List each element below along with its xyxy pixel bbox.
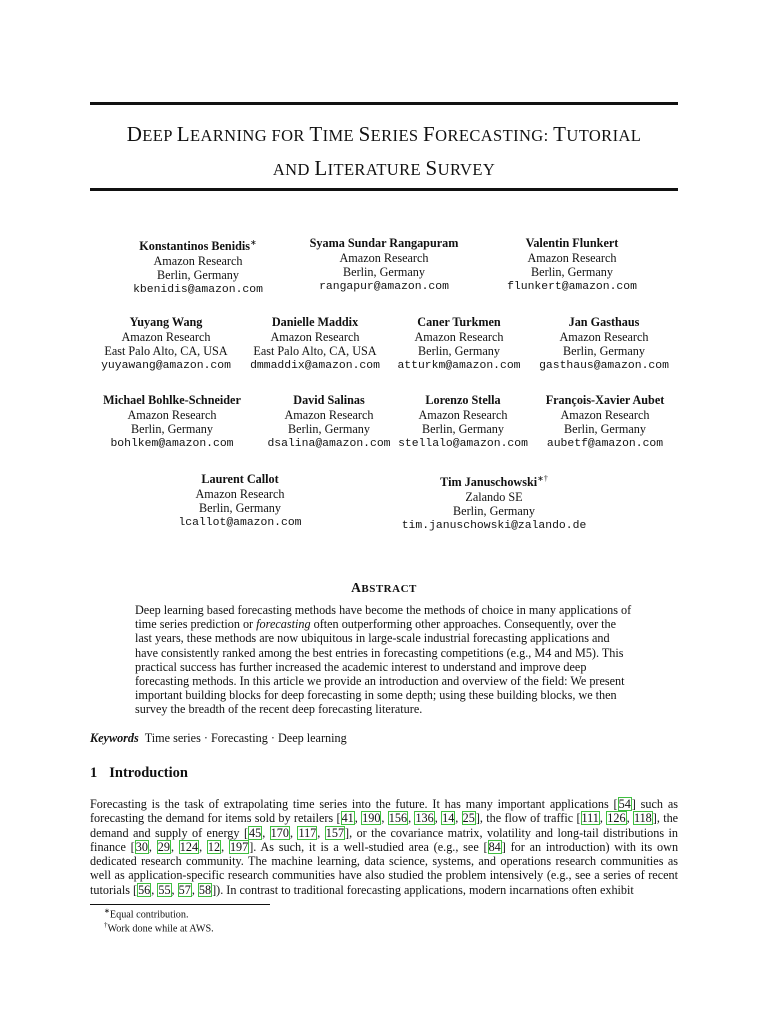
- author-name: Michael Bohlke-Schneider: [103, 393, 241, 407]
- citation-link[interactable]: 118: [633, 811, 652, 826]
- citation-link[interactable]: 197: [229, 839, 249, 854]
- author-10: [475, 393, 735, 451]
- author-location: Berlin, Germany: [422, 422, 504, 437]
- author-email[interactable]: dmmaddix@amazon.com: [250, 359, 380, 372]
- keywords: [90, 731, 347, 746]
- author-location: Berlin, Germany: [199, 501, 281, 516]
- bottom-rule: [90, 188, 678, 191]
- author-name: Syama Sundar Rangapuram: [309, 236, 459, 250]
- citation-link[interactable]: 58: [198, 882, 212, 897]
- author-name: Lorenzo Stella: [425, 393, 501, 407]
- author-12: [364, 472, 624, 533]
- author-email[interactable]: rangapur@amazon.com: [319, 280, 449, 293]
- author-name: Valentin Flunkert: [525, 236, 619, 250]
- author-name: François-Xavier Aubet: [545, 393, 665, 407]
- author-name: Tim Januschowski∗†: [440, 474, 548, 490]
- citation-link[interactable]: 14: [442, 811, 455, 826]
- author-location: Berlin, Germany: [157, 268, 239, 283]
- citation-link[interactable]: 84: [488, 839, 501, 854]
- author-location: Berlin, Germany: [131, 422, 213, 437]
- author-location: Berlin, Germany: [418, 344, 500, 359]
- author-affiliation: Amazon Research: [418, 407, 508, 422]
- citation-link[interactable]: 157: [325, 825, 345, 840]
- citation-link[interactable]: 54: [618, 797, 631, 811]
- author-email[interactable]: aubetf@amazon.com: [546, 437, 664, 450]
- citation-link[interactable]: 45: [249, 825, 262, 840]
- author-affiliation: Amazon Research: [559, 329, 649, 344]
- author-location: Berlin, Germany: [288, 422, 370, 437]
- footnote-2: †Work done while at AWS.: [104, 921, 214, 935]
- author-location: Berlin, Germany: [563, 344, 645, 359]
- citation-link[interactable]: 136: [415, 811, 434, 826]
- title-line-1: DEEP LEARNING FOR TIME SERIES FORECASTING: TUTORIAL: [126, 122, 642, 146]
- author-affiliation: Amazon Research: [414, 329, 504, 344]
- citation-link[interactable]: 56: [138, 882, 151, 897]
- author-affiliation: Amazon Research: [121, 329, 211, 344]
- author-name: Yuyang Wang: [129, 315, 203, 329]
- author-location: Berlin, Germany: [343, 265, 425, 280]
- citation-link[interactable]: 55: [158, 882, 171, 897]
- author-affiliation: Amazon Research: [284, 407, 374, 422]
- citation-link[interactable]: 25: [462, 811, 475, 826]
- author-email[interactable]: gasthaus@amazon.com: [539, 359, 669, 372]
- citation-link[interactable]: 29: [157, 839, 170, 854]
- author-email[interactable]: flunkert@amazon.com: [507, 280, 637, 293]
- author-name: Caner Turkmen: [417, 315, 501, 329]
- author-affiliation: Amazon Research: [127, 407, 217, 422]
- author-affiliation: Zalando SE: [465, 489, 523, 504]
- author-email[interactable]: atturkm@amazon.com: [397, 359, 521, 372]
- author-name: Konstantinos Benidis∗: [139, 238, 257, 254]
- author-affiliation: Amazon Research: [270, 329, 360, 344]
- author-affiliation: Amazon Research: [560, 407, 650, 422]
- author-location: Berlin, Germany: [453, 504, 535, 519]
- author-name: Danielle Maddix: [271, 315, 359, 329]
- citation-link[interactable]: 156: [388, 811, 408, 826]
- author-email[interactable]: stellalo@amazon.com: [398, 437, 528, 450]
- footnote-1: ∗Equal contribution.: [104, 907, 189, 921]
- top-rule: [90, 102, 678, 105]
- author-name: David Salinas: [293, 393, 365, 407]
- author-name: Jan Gasthaus: [568, 315, 640, 329]
- author-affiliation: Amazon Research: [339, 250, 429, 265]
- author-affiliation: Amazon Research: [153, 253, 243, 268]
- author-2: [442, 236, 702, 294]
- author-location: Berlin, Germany: [564, 422, 646, 437]
- section-heading: 1 Introduction: [90, 765, 188, 781]
- abstract-heading: ABSTRACT: [351, 580, 417, 595]
- author-email[interactable]: lcallot@amazon.com: [178, 516, 302, 529]
- author-6: [474, 315, 734, 373]
- author-location: Berlin, Germany: [531, 265, 613, 280]
- author-location: East Palo Alto, CA, USA: [253, 344, 377, 359]
- title-line-2: AND LITERATURE SURVEY: [272, 156, 496, 180]
- author-11: [110, 472, 370, 530]
- footnote-rule: [90, 904, 270, 905]
- citation-link[interactable]: 12: [207, 839, 221, 854]
- citation-link[interactable]: 170: [270, 825, 289, 840]
- author-name: Laurent Callot: [201, 472, 279, 486]
- author-email[interactable]: bohlkem@amazon.com: [110, 437, 234, 450]
- citation-link[interactable]: 57: [178, 882, 191, 897]
- author-email[interactable]: kbenidis@amazon.com: [133, 283, 263, 296]
- abstract-emphasis: forecasting: [256, 617, 311, 632]
- keywords-label: Keywords: [90, 731, 139, 745]
- keywords-list: Time series · Forecasting · Deep learning: [144, 731, 347, 745]
- author-affiliation: Amazon Research: [195, 486, 285, 501]
- citation-link[interactable]: 41: [341, 811, 354, 826]
- author-location: East Palo Alto, CA, USA: [104, 344, 228, 359]
- citation-link[interactable]: 30: [135, 839, 148, 854]
- author-email[interactable]: yuyawang@amazon.com: [101, 359, 231, 372]
- author-email[interactable]: tim.januschowski@zalando.de: [401, 519, 587, 532]
- citation-link[interactable]: 124: [179, 839, 199, 854]
- author-email[interactable]: dsalina@amazon.com: [267, 437, 391, 450]
- citation-link[interactable]: 117: [298, 825, 317, 840]
- abstract-text: Deep learning based forecasting methods have become the methods of choice in many applications of time series prediction or forecasting often outperforming other approaches. Consequently, over the last years, these methods are now ubiquitous in large-scale industrial forecasting applications and have consistently ranked among the best entries in forecasting competitions (e.g., M4 and M5). This practical success has further increased the academic interest to understand and improve deep forecasting methods. In this article we provide an introduction and overview of the field: We present important building blocks for deep forecasting in some depth; using these building blocks, we then survey the breadth of the recent deep forecasting literature.: [135, 603, 632, 717]
- author-affiliation: Amazon Research: [527, 250, 617, 265]
- intro-paragraph: Forecasting is the task of extrapolating time series into the future. It has many important applications [54] such as forecasting the demand for items sold by retailers [41, 190, 156, 136, 14, 25], the flow of traffic [111, 126, 118], the demand and supply of energy [45, 170, 117, 157], or the covariance matrix, volatility and long-tail distributions in finance [30, 29, 124, 12, 197]. As such, it is a well-studied area (e.g., see [84] for an introduction) with its own dedicated research community. The machine learning, data science, systems, and operations research communities as well as application-specific research communities have also studied the problem intensively (e.g., see a series of recent tutorials [56, 55, 57, 58]). In contrast to traditional forecasting applications, modern incarnations often exhibit: [90, 797, 679, 897]
- citation-link[interactable]: 111: [581, 811, 599, 826]
- citation-link[interactable]: 190: [362, 811, 381, 826]
- citation-link[interactable]: 126: [607, 811, 626, 826]
- paper-title: [90, 118, 678, 186]
